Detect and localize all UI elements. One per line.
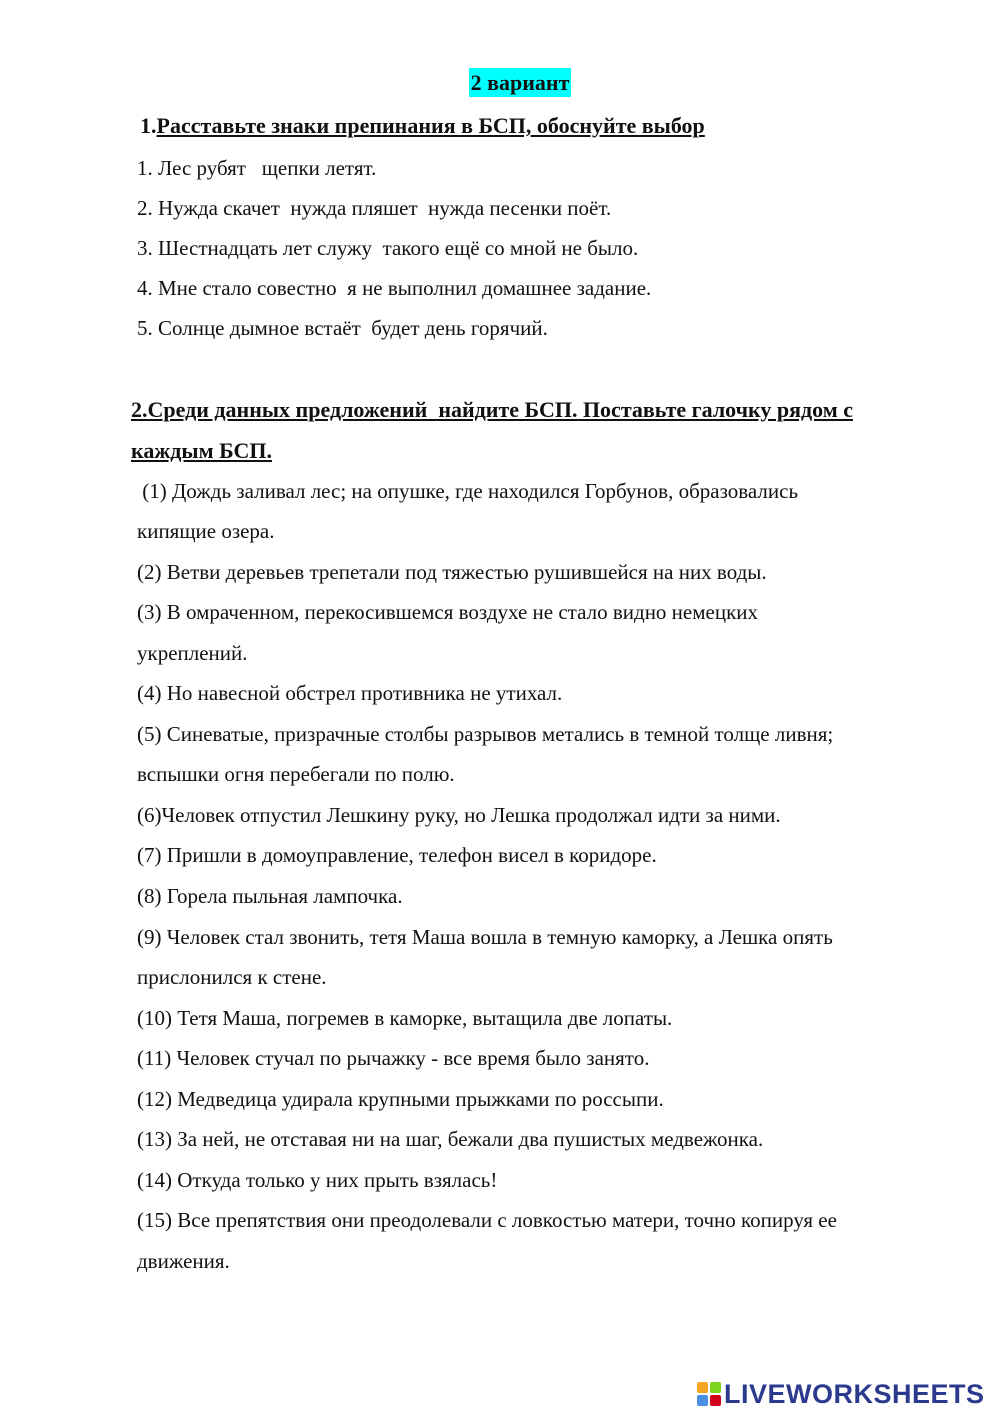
task1-number: 1. — [140, 113, 157, 138]
liveworksheets-footer — [697, 1377, 985, 1411]
logo-square — [710, 1382, 721, 1393]
variant-title-text: 2 вариант — [470, 70, 570, 95]
variant-title — [0, 70, 1000, 96]
task1-item: 5. Солнце дымное встаёт будет день горячий. — [137, 316, 548, 340]
task1-item: 3. Шестнадцать лет служу такого ещё со мной не было. — [137, 236, 639, 260]
sentence-line: (11) Человек стучал по рычажку - все время было занято. — [137, 1046, 650, 1070]
sentence-line: (14) Откуда только у них прыть взялась! — [137, 1168, 498, 1192]
task1-item: 4. Мне стало совестно я не выполнил домашнее задание. — [137, 276, 652, 300]
sentence-line: (3) В омраченном, перекосившемся воздухе не стало видно немецких — [137, 600, 759, 624]
sentence-line: (6)Человек отпустил Лешкину руку, но Лешка продолжал идти за ними. — [137, 803, 781, 827]
task1-item: 1. Лес рубят щепки летят. — [137, 156, 377, 180]
sentence-line: укреплений. — [137, 641, 248, 665]
sentence-line: (15) Все препятствия они преодолевали с ловкостью матери, точно копируя ее — [137, 1208, 837, 1232]
sentence-line: (4) Но навесной обстрел противника не утихал. — [137, 681, 563, 705]
sentence-line: (12) Медведица удирала крупными прыжками по россыпи. — [137, 1087, 664, 1111]
logo-square — [710, 1395, 721, 1406]
sentence-line: движения. — [137, 1249, 230, 1273]
task2-heading-line1: 2.Среди данных предложений найдите БСП. Поставьте галочку рядом с — [131, 397, 853, 422]
task2-heading-line2: каждым БСП. — [131, 438, 272, 463]
liveworksheets-brand: LIVEWORKSHEETS — [724, 1378, 985, 1409]
task1-heading-text: Расставьте знаки препинания в БСП, обоснуйте выбор — [156, 113, 705, 138]
sentence-line: вспышки огня перебегали по полю. — [137, 762, 455, 786]
task1-heading — [140, 113, 705, 139]
sentence-line: (2) Ветви деревьев трепетали под тяжестью рушившейся на них воды. — [137, 560, 767, 584]
sentence-line: (8) Горела пыльная лампочка. — [137, 884, 403, 908]
sentence-line: (10) Тетя Маша, погремев в каморке, вытащила две лопаты. — [137, 1006, 673, 1030]
sentence-line: (13) За ней, не отставая ни на шаг, бежали два пушистых медвежонка. — [137, 1127, 764, 1151]
logo-square — [697, 1382, 708, 1393]
liveworksheets-logo-icon — [697, 1382, 721, 1406]
sentence-line: (1) Дождь заливал лес; на опушке, где находился Горбунов, образовались — [137, 479, 799, 503]
sentence-line: кипящие озера. — [137, 519, 275, 543]
sentence-line: (7) Пришли в домоуправление, телефон висел в коридоре. — [137, 843, 657, 867]
sentence-line: прислонился к стене. — [137, 965, 327, 989]
logo-square — [697, 1395, 708, 1406]
sentence-line: (5) Синеватые, призрачные столбы разрывов метались в темной толще ливня; — [137, 722, 834, 746]
task1-item: 2. Нужда скачет нужда пляшет нужда песенки поёт. — [137, 196, 612, 220]
sentence-line: (9) Человек стал звонить, тетя Маша вошла в темную каморку, а Лешка опять — [137, 925, 833, 949]
